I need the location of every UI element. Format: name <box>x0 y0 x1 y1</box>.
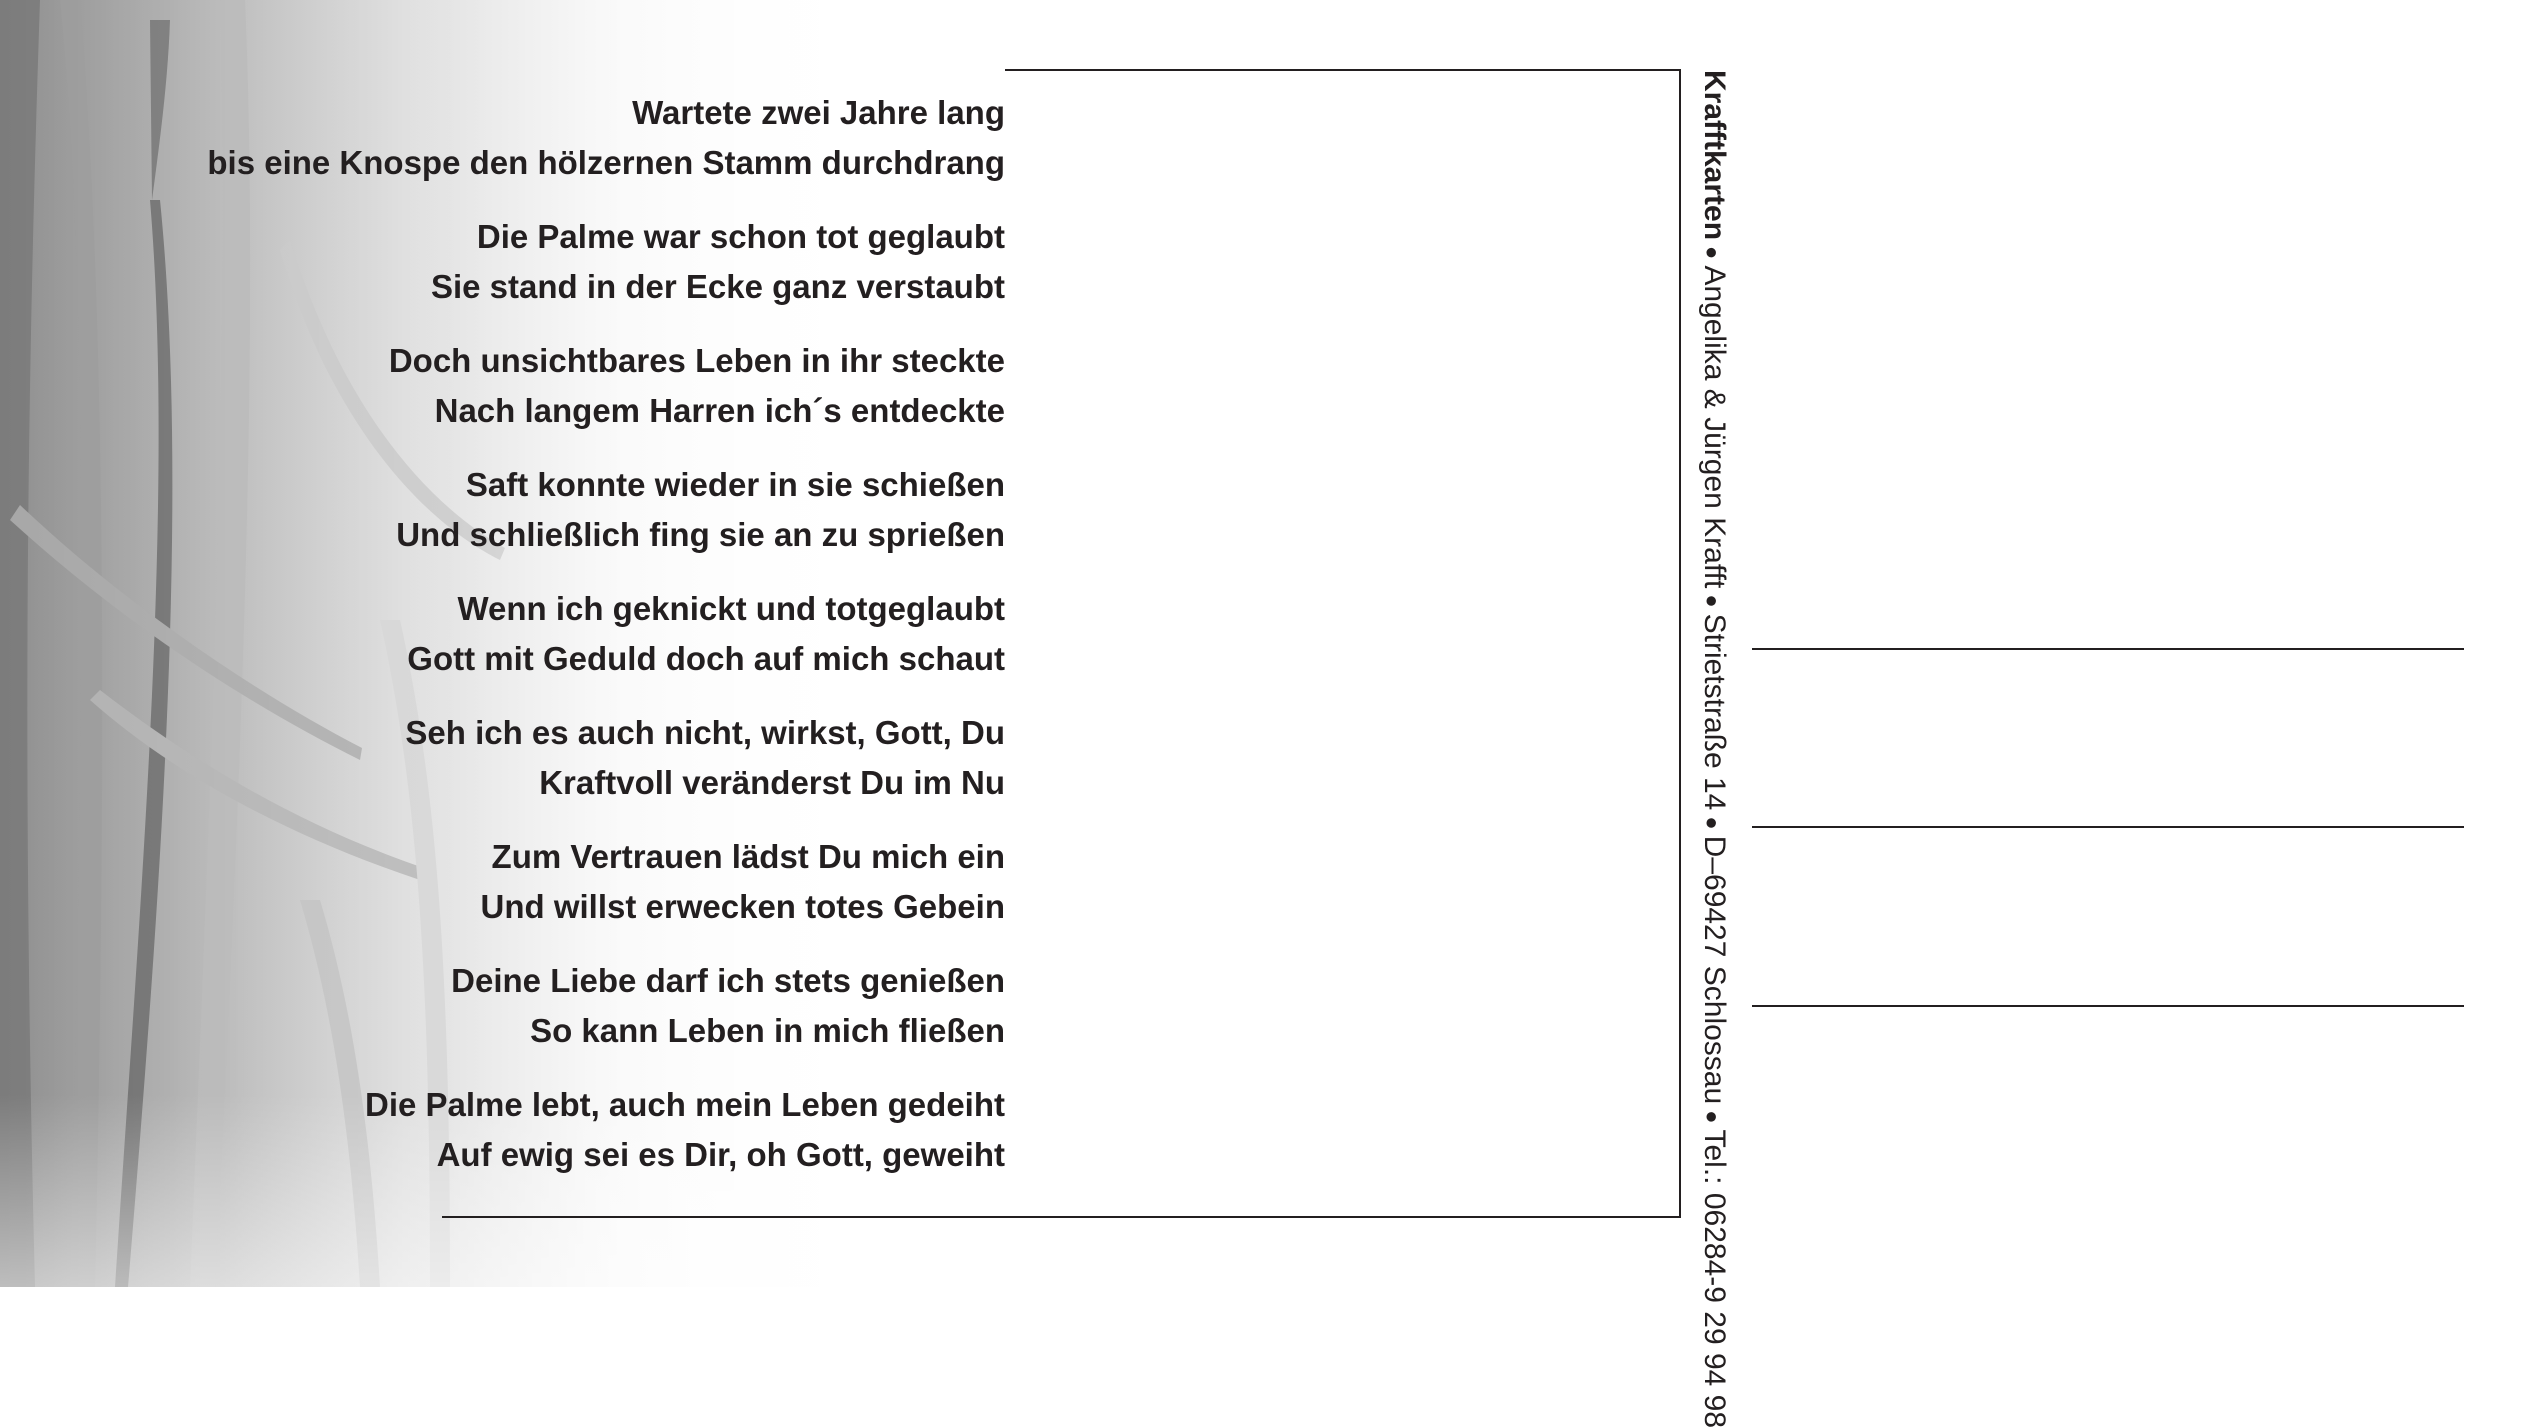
poem-line: Deine Liebe darf ich stets genießen <box>451 962 1005 999</box>
poem-line: Gott mit Geduld doch auf mich schaut <box>407 640 1005 677</box>
frame-bottom-border <box>442 1216 1681 1218</box>
poem-stanza <box>0 88 1005 188</box>
publisher-city: D–69427 Schlossau <box>1698 835 1731 1105</box>
poem-stanza <box>0 708 1005 808</box>
poem <box>0 88 1005 1204</box>
poem-line: Sie stand in der Ecke ganz verstaubt <box>430 268 1005 305</box>
poem-line: Die Palme lebt, auch mein Leben gedeiht <box>365 1086 1005 1123</box>
poem-line: Kraftvoll veränderst Du im Nu <box>539 764 1005 801</box>
publisher-brand: Krafftkarten <box>1698 70 1731 241</box>
poem-line: Die Palme war schon tot geglaubt <box>476 218 1005 255</box>
poem-line: Saft konnte wieder in sie schießen <box>465 466 1005 503</box>
poem-line: Und willst erwecken totes Gebein <box>480 888 1005 925</box>
poem-stanza <box>0 584 1005 684</box>
publisher-imprint-text <box>1690 70 1736 1428</box>
poem-line: Doch unsichtbares Leben in ihr steckte <box>388 342 1005 379</box>
publisher-names: Angelika & Jürgen Krafft <box>1698 265 1731 589</box>
poem-stanza <box>0 832 1005 932</box>
frame-top-border <box>1005 69 1681 71</box>
poem-line: Auf ewig sei es Dir, oh Gott, geweiht <box>436 1136 1005 1173</box>
poem-line: Und schließlich fing sie an zu sprießen <box>396 516 1005 553</box>
poem-stanza <box>0 1080 1005 1180</box>
publisher-street: Strietstraße 14 <box>1698 613 1731 811</box>
poem-line: bis eine Knospe den hölzernen Stamm durchdrang <box>207 144 1005 181</box>
poem-stanza <box>0 956 1005 1056</box>
address-line <box>1752 648 2464 650</box>
bullet-icon: ● <box>1700 1110 1725 1124</box>
bullet-icon: ● <box>1700 594 1725 608</box>
poem-stanza <box>0 336 1005 436</box>
poem-line: Seh ich es auch nicht, wirkst, Gott, Du <box>405 714 1005 751</box>
poem-line: So kann Leben in mich fließen <box>530 1012 1005 1049</box>
poem-line: Wenn ich geknickt und totgeglaubt <box>457 590 1005 627</box>
poem-line: Wartete zwei Jahre lang <box>632 94 1005 131</box>
bullet-icon: ● <box>1700 246 1725 260</box>
poem-stanza <box>0 460 1005 560</box>
frame-right-border <box>1679 69 1681 1218</box>
poem-line: Zum Vertrauen lädst Du mich ein <box>491 838 1005 875</box>
address-line <box>1752 826 2464 828</box>
poem-stanza <box>0 212 1005 312</box>
publisher-phone: Tel.: 06284-9 29 94 98 <box>1698 1129 1731 1428</box>
poem-line: Nach langem Harren ich´s entdeckte <box>434 392 1005 429</box>
address-line <box>1752 1005 2464 1007</box>
bullet-icon: ● <box>1700 816 1725 830</box>
publisher-imprint <box>1690 70 1736 1428</box>
